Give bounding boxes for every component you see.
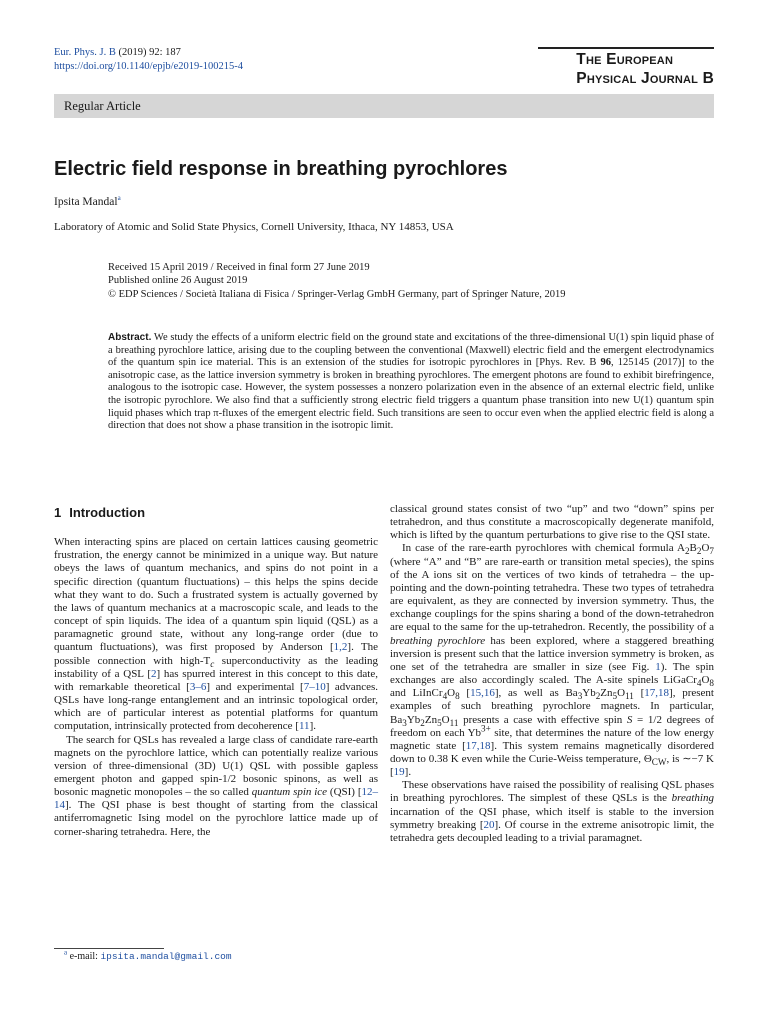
- intro-paragraph-2: The search for QSLs has revealed a large class of candidate rare-earth magnets on the pyrochlore lattice, which can potentially realize various version of three-dimensional (3D) U(1) QSL with possible gapless emergent photon and gapped spin-1/2 bosonic spinons, as well as bosonic magnetic monopoles – the so called quantum spin ice (QSI) [12–14]. The QSI phase is best thought of starting from the classical antiferromagnetic Ising model on the pyrochlore lattice made up of corner-sharing tetrahedra. Here, the: [54, 733, 378, 838]
- journal-name: [576, 50, 714, 88]
- abstract-volume: 96: [600, 357, 611, 369]
- citation-block: [54, 46, 243, 74]
- citation-line: [54, 46, 243, 60]
- citation-ref[interactable]: 2: [151, 667, 157, 680]
- author-line: [54, 196, 121, 208]
- intro-paragraph-1: When interacting spins are placed on certain lattices causing geometric frustration, the energy cannot be minimized in a unique way. But nature obeys the laws of quantum mechanics, and spins do not point in a specific direction (quantum fluctuations) – this helps the spins decide what they want to do. Such a frustrated system is actually governed by the laws of quantum mechanics at a macroscopic scale, and leads to the concept of spin liquids. The idea of a quantum spin liquid (QSL) as a paramagnetic ground state, without any long-range order (due to quantum fluctuations), was first proposed by Anderson [1,2]. The possible connection with high-$T_c$ superconductivity as the leading instability of a QSL [2] has spurred interest in this concept to this date, with remarkable theoretical [3–6] and experimental [7–10] advances. QSLs have long-range entanglement and an intrinsic topological order, which are of particular interest as potential platforms for quantum computation, intrinsically protected from decoherence [11].: [54, 536, 378, 733]
- journal-name-line1: The European: [576, 51, 674, 68]
- footnote: [64, 948, 232, 962]
- published-date: Published online 26 August 2019: [108, 275, 248, 287]
- right-column: [390, 503, 714, 845]
- author-name: Ipsita Mandal: [54, 196, 118, 208]
- article-type-banner: Regular Article: [54, 94, 714, 118]
- footnote-label: e-mail:: [67, 951, 101, 962]
- email-link[interactable]: ipsita.mandal@gmail.com: [100, 951, 232, 962]
- journal-name-line2: Physical Journal B: [576, 70, 714, 87]
- left-column: [54, 503, 378, 839]
- section-heading: [54, 506, 378, 519]
- intro-paragraph-4: These observations have raised the possibility of realising QSL phases in breathing pyrochlores. The simplest of these QSLs is the breathing incarnation of the QSI phase, which itself is stable to the inversion symmetry breaking [20]. Of course in the extreme anisotropic limit, the tetrahedra gets decoupled leading to a trivial paramagnet.: [390, 779, 714, 844]
- figure-ref[interactable]: 1: [655, 660, 661, 673]
- citation-ref[interactable]: 17,18: [644, 687, 670, 700]
- copyright-notice: © EDP Sciences / Società Italiana di Fisica / Springer-Verlag GmbH Germany, part of Springer Nature, 2019: [108, 288, 566, 300]
- journal-rule: [538, 47, 714, 49]
- citation-ref[interactable]: 11: [298, 720, 310, 733]
- citation-ref[interactable]: 7–10: [303, 680, 326, 693]
- footnote-mark: a: [64, 948, 68, 957]
- section-number: 1: [54, 505, 62, 520]
- section-title: Introduction: [69, 505, 146, 520]
- footnote-rule: [54, 948, 164, 949]
- affiliation: Laboratory of Atomic and Solid State Physics, Cornell University, Ithaca, NY 14853, USA: [54, 221, 454, 233]
- citation-ref[interactable]: 17,18: [465, 739, 491, 752]
- citation-ref[interactable]: 15,16: [470, 687, 495, 700]
- citation-ref[interactable]: 19: [393, 766, 405, 779]
- abstract-label: Abstract.: [108, 332, 152, 343]
- citation-volume: (2019) 92: 187: [115, 47, 181, 58]
- intro-paragraph-2-continued: classical ground states consist of two “up” and two “down” spins per tetrahedron, and thus constitute a macroscopically degenerate manifold, which is lifted by the quantum perturbations to give rise to the QSI state.: [390, 503, 714, 542]
- citation-ref[interactable]: 12–14: [54, 786, 378, 812]
- citation-ref[interactable]: 3–6: [189, 680, 207, 693]
- abstract-text-2: , 125145 (2017)] to the anisotropic case, as the lattice inversion symmetry is broken in breathing pyrochlores. The emergent photons are found to exhibit birefringence, analogous to the isotropic case. However, the system possesses a nonzero polarization even in the absence of an external electric field, unlike the isotropic pyrochlore. We also find that a sufficiently strong electric field triggers a quantum phase transition into new U(1) quantum spin liquid phases which trap π-fluxes of the emergent electric field. Such transitions are seen to occur even when the applied electric field is along a direction that does not show a phase transition in the isotropic limit.: [108, 357, 714, 432]
- abstract-text-1: We study the effects of a uniform electric field on the ground state and excitations of the three-dimensional U(1) spin liquid phase of a breathing pyrochlore lattice, arising due to the coupling between the conventional (Maxwell) electric field and the emergent electrodynamics of the quantum spin ice material. This is an extension of the studies for isotropic pyrochlores in [Phys. Rev. B: [108, 332, 714, 369]
- journal-citation-link[interactable]: Eur. Phys. J. B: [54, 47, 116, 58]
- paper-title: Electric field response in breathing pyrochlores: [54, 158, 508, 180]
- doi-link[interactable]: https://doi.org/10.1140/epjb/e2019-100215-4: [54, 61, 243, 72]
- abstract: [108, 332, 714, 433]
- publication-history: [108, 261, 714, 301]
- received-dates: Received 15 April 2019 / Received in final form 27 June 2019: [108, 262, 370, 273]
- intro-paragraph-3: In case of the rare-earth pyrochlores with chemical formula $A_2B_2O_7$ (where “A” and “B” are rare-earth or transition metal species), the spins of the A ions sit on the vertices of two kinds of tetrahedra – the up-pointing and the down-pointing tetrahedra. These two types of tetrahedra are equivalent, as they are connected by inversion symmetry. Thus, the exchange couplings for the spins sharing a bond of the down-tetrahedron are equal to the same for the up-tetrahedron. Recently, the possibility of a breathing pyrochlore has been explored, where a staggered breathing inversion is present such that the lattice inversion symmetry is broken, as one set of the tetrahedra are smaller in size (see Fig. 1). The spin exchanges are also accordingly scaled. The A-site spinels $LiGaCr_4O_8$ and $LiInCr_4O_8$ [15,16], as well as $Ba_3Yb_2Zn_5O_{11}$ [17,18], present examples of such breathing pyrochlore magnets. In particular, $Ba_3Yb_2Zn_5O_{11}$ presents a case with effective spin S = 1/2 degrees of freedom on each $Yb^{3+}$ site, that determines the nature of the low energy magnetic state [17,18]. This system remains magnetically disordered down to 0.38 K even while the Curie-Weiss temperature, $\Theta_{CW}$, is ∼−7 K [19].: [390, 542, 715, 779]
- citation-ref[interactable]: 20: [483, 818, 495, 831]
- author-footnote-mark[interactable]: a: [117, 194, 121, 203]
- citation-ref[interactable]: 1,2: [333, 641, 348, 654]
